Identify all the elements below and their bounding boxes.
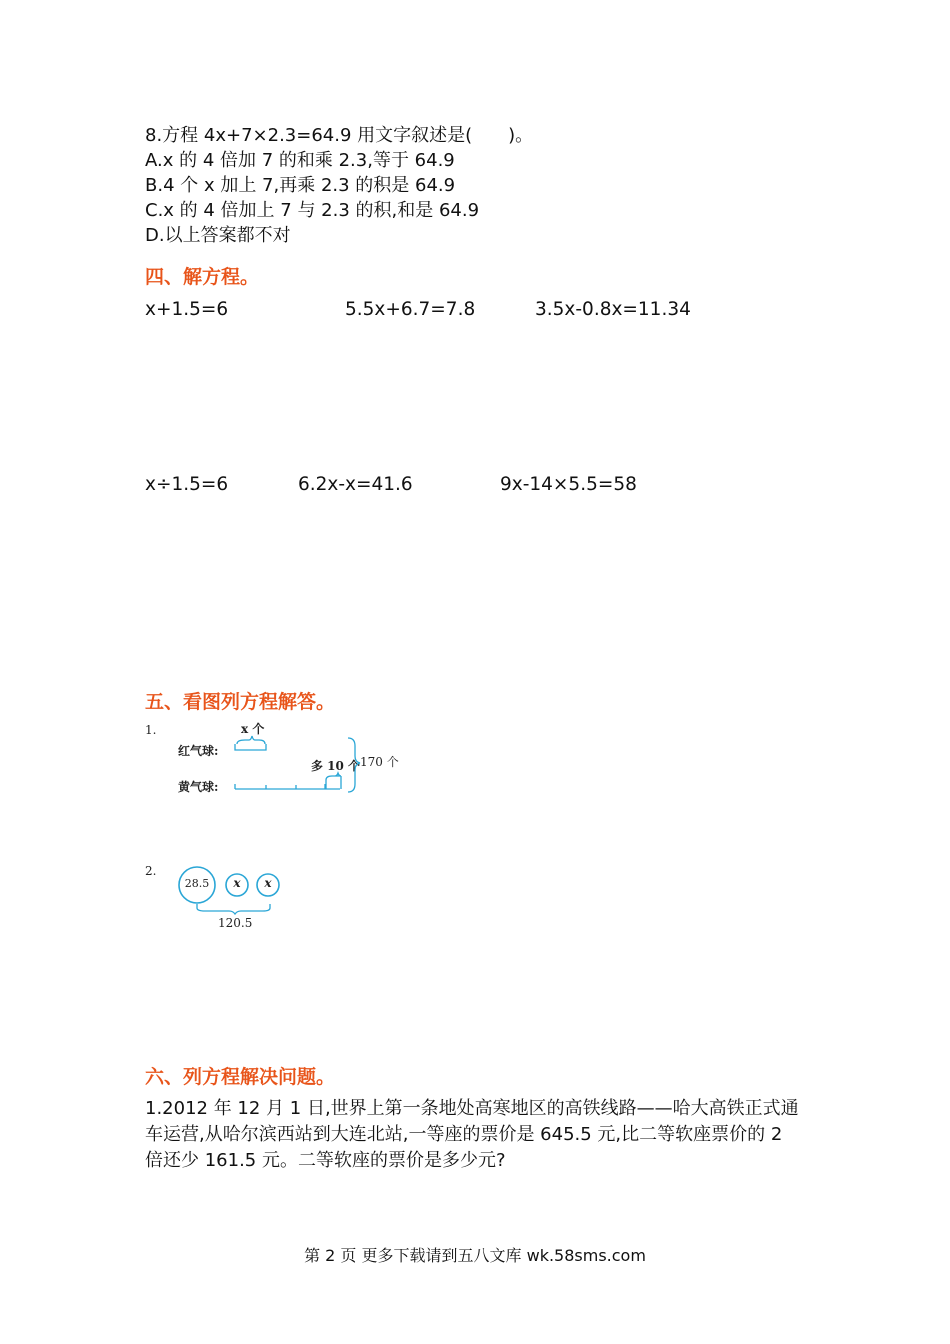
section4-title: 四、解方程。 — [145, 266, 260, 288]
fig1-number: 1. — [145, 723, 157, 737]
fig1-red-segment — [235, 744, 266, 750]
fig2-brace — [197, 904, 270, 914]
q8-option-a: A.x 的 4 倍加 7 的和乘 2.3,等于 64.9 — [145, 150, 455, 171]
fig1-yellow-ticks — [235, 784, 325, 789]
q8-stem: 8.方程 4x+7×2.3=64.9 用文字叙述是( )。 — [145, 125, 534, 146]
fig1-total-label: 170 个 — [360, 755, 399, 769]
fig1-x-label: x 个 — [241, 722, 265, 736]
fig1-diagram — [225, 730, 365, 800]
q8-option-c: C.x 的 4 倍加上 7 与 2.3 的积,和是 64.9 — [145, 200, 480, 221]
equation-5: 6.2x-x=41.6 — [298, 474, 413, 495]
equation-1: x+1.5=6 — [145, 299, 229, 320]
q8-option-d: D.以上答案都不对 — [145, 225, 291, 246]
page-footer: 第 2 页 更多下载请到五八文库 wk.58sms.com — [304, 1246, 646, 1265]
fig2-x1-label: x — [233, 876, 241, 890]
fig1-x-brace — [237, 736, 265, 744]
fig2-diagram — [175, 864, 285, 916]
fig1-more-label: 多 10 个 — [311, 759, 361, 773]
section5-title: 五、看图列方程解答。 — [145, 691, 336, 713]
fig2-big-value: 28.5 — [184, 877, 210, 890]
fig1-red-label: 红气球: — [178, 744, 219, 758]
fig1-more-brace — [326, 773, 341, 789]
fig1-total-brace — [348, 738, 360, 792]
q8-option-b: B.4 个 x 加上 7,再乘 2.3 的积是 64.9 — [145, 175, 456, 196]
equation-4: x÷1.5=6 — [145, 474, 229, 495]
fig1-yellow-label: 黄气球: — [178, 780, 219, 794]
equation-2: 5.5x+6.7=7.8 — [345, 299, 476, 320]
section6-title: 六、列方程解决问题。 — [145, 1066, 336, 1088]
equation-6: 9x-14×5.5=58 — [500, 474, 637, 495]
problem-1: 1.2012 年 12 月 1 日,世界上第一条地处高寒地区的高铁线路——哈大高铁正式通车运营,从哈尔滨西站到大连北站,一等座的票价是 645.5 元,比二等软座票价的 2 倍还少 161.5 元。二等软座的票价是多少元? — [145, 1098, 799, 1171]
fig2-x2-label: x — [264, 876, 272, 890]
fig2-number: 2. — [145, 864, 157, 878]
equation-3: 3.5x-0.8x=11.34 — [535, 299, 691, 320]
fig2-total: 120.5 — [218, 916, 253, 930]
